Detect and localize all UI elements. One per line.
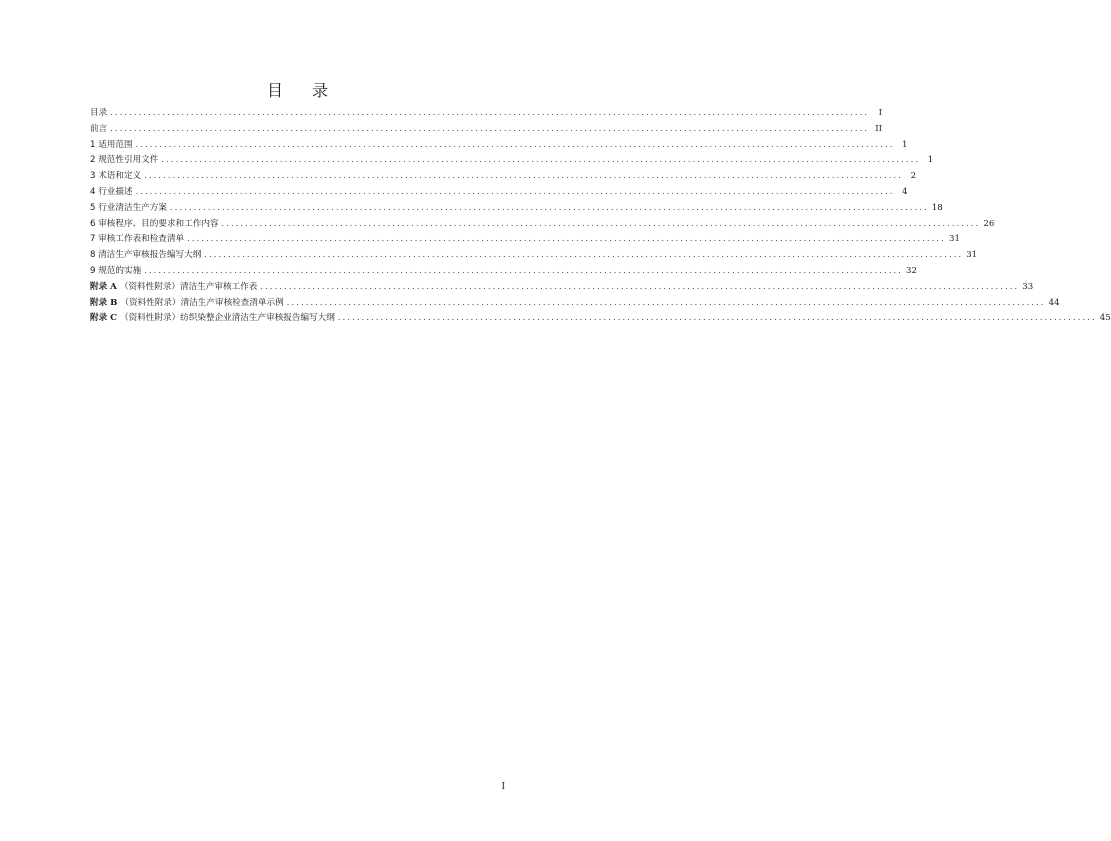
toc-entry-text: 3 术语和定义 bbox=[90, 171, 142, 182]
toc-leader-dots: ................................................................................................................................................................ bbox=[260, 281, 1020, 291]
toc-leader-dots: ................................................................................................................................................................ bbox=[144, 171, 904, 181]
toc-entry-label bbox=[90, 296, 284, 312]
toc-entry-page: 1 bbox=[901, 139, 908, 150]
toc-entry[interactable] bbox=[90, 310, 1111, 326]
toc-entry-page: 26 bbox=[983, 218, 995, 229]
toc-entry-prefix: 附录 A bbox=[90, 281, 120, 292]
toc-entry-text: 6 审核程序、目的要求和工作内容 bbox=[90, 218, 219, 229]
toc-leader-dots: ................................................................................................................................................................ bbox=[135, 139, 895, 149]
toc-entry[interactable] bbox=[90, 105, 883, 121]
toc-entry-label bbox=[90, 169, 141, 185]
toc-entry-text: 1 适用范围 bbox=[90, 139, 133, 150]
toc-entry-page: 2 bbox=[910, 171, 917, 182]
toc-entry-page: 1 bbox=[927, 155, 934, 166]
toc-entry-label bbox=[90, 138, 133, 154]
toc-entry-label bbox=[90, 185, 133, 201]
toc-entry-page: 44 bbox=[1048, 297, 1060, 308]
toc-entry-page: I bbox=[878, 108, 883, 118]
toc-entry-page: 33 bbox=[1022, 281, 1034, 292]
toc-entry-text: 9 规范的实施 bbox=[90, 265, 142, 276]
toc-entry-page: 45 bbox=[1099, 313, 1111, 324]
toc-entry-label bbox=[90, 264, 141, 280]
toc-leader-dots: ................................................................................................................................................................ bbox=[144, 265, 904, 275]
toc-entry-page: 32 bbox=[906, 265, 917, 276]
toc-entry[interactable] bbox=[90, 184, 908, 200]
toc-entry-text: 7 审核工作表和检查清单 bbox=[90, 234, 185, 245]
toc-entry-label bbox=[90, 280, 257, 296]
toc-leader-dots: ................................................................................................................................................................ bbox=[337, 313, 1097, 323]
toc-entry-page: 18 bbox=[931, 202, 943, 213]
toc-entry[interactable] bbox=[90, 137, 908, 153]
toc-title: 目 录 bbox=[266, 81, 341, 100]
page-number: I bbox=[501, 782, 505, 792]
toc-leader-dots: ................................................................................................................................................................ bbox=[110, 108, 870, 117]
toc-leader-dots: ................................................................................................................................................................ bbox=[161, 155, 921, 165]
toc-entry-text: 前言 bbox=[90, 123, 108, 134]
toc-entry-text: 2 规范性引用文件 bbox=[90, 155, 159, 166]
toc-entry-label bbox=[90, 217, 219, 233]
toc-entry[interactable] bbox=[90, 231, 960, 247]
toc-entry-label bbox=[90, 122, 107, 138]
toc-entry[interactable] bbox=[90, 247, 978, 263]
toc-entry-label bbox=[90, 153, 158, 169]
toc-entry-prefix: 附录 C bbox=[90, 313, 121, 324]
toc-entry-label bbox=[90, 106, 107, 122]
toc-leader-dots: ................................................................................................................................................................ bbox=[204, 250, 964, 260]
toc-entry-label bbox=[90, 248, 201, 264]
toc-entry-text: 5 行业清洁生产方案 bbox=[90, 202, 167, 213]
toc-leader-dots: ................................................................................................................................................................ bbox=[286, 297, 1046, 307]
toc-entry-page: 31 bbox=[966, 250, 978, 261]
toc-entry-label bbox=[90, 311, 335, 327]
toc-leader-dots: ................................................................................................................................................................ bbox=[135, 186, 895, 196]
toc-entry-text: 4 行业描述 bbox=[90, 186, 133, 197]
toc-entry[interactable] bbox=[90, 279, 1034, 295]
toc-entry-text: （资料性附录）清洁生产审核工作表 bbox=[119, 281, 258, 292]
toc-entry-page: 31 bbox=[949, 234, 960, 245]
toc-entry-text: 8 清洁生产审核报告编写大纲 bbox=[90, 250, 202, 261]
toc-entry[interactable] bbox=[90, 263, 917, 279]
toc-entry-text: 目录 bbox=[90, 108, 108, 118]
toc-leader-dots: ................................................................................................................................................................ bbox=[221, 218, 981, 228]
toc-entry[interactable] bbox=[90, 168, 917, 184]
table-of-contents bbox=[90, 105, 1111, 326]
toc-entry-page: II bbox=[875, 123, 883, 134]
toc-entry-page: 4 bbox=[901, 186, 908, 197]
toc-entry[interactable] bbox=[90, 152, 934, 168]
toc-entry[interactable] bbox=[90, 295, 1060, 311]
toc-entry-text: （资料性附录）清洁生产审核检查清单示例 bbox=[120, 297, 284, 308]
toc-entry[interactable] bbox=[90, 121, 883, 137]
toc-entry-text: （资料性附录）纺织染整企业清洁生产审核报告编写大纲 bbox=[120, 313, 335, 324]
toc-leader-dots: ................................................................................................................................................................ bbox=[110, 123, 870, 133]
toc-leader-dots: ................................................................................................................................................................ bbox=[187, 234, 947, 244]
toc-entry-label bbox=[90, 232, 184, 248]
toc-leader-dots: ................................................................................................................................................................ bbox=[169, 202, 929, 212]
toc-entry[interactable] bbox=[90, 216, 995, 232]
toc-entry-label bbox=[90, 201, 167, 217]
toc-entry-prefix: 附录 B bbox=[90, 297, 121, 308]
toc-entry[interactable] bbox=[90, 200, 943, 216]
